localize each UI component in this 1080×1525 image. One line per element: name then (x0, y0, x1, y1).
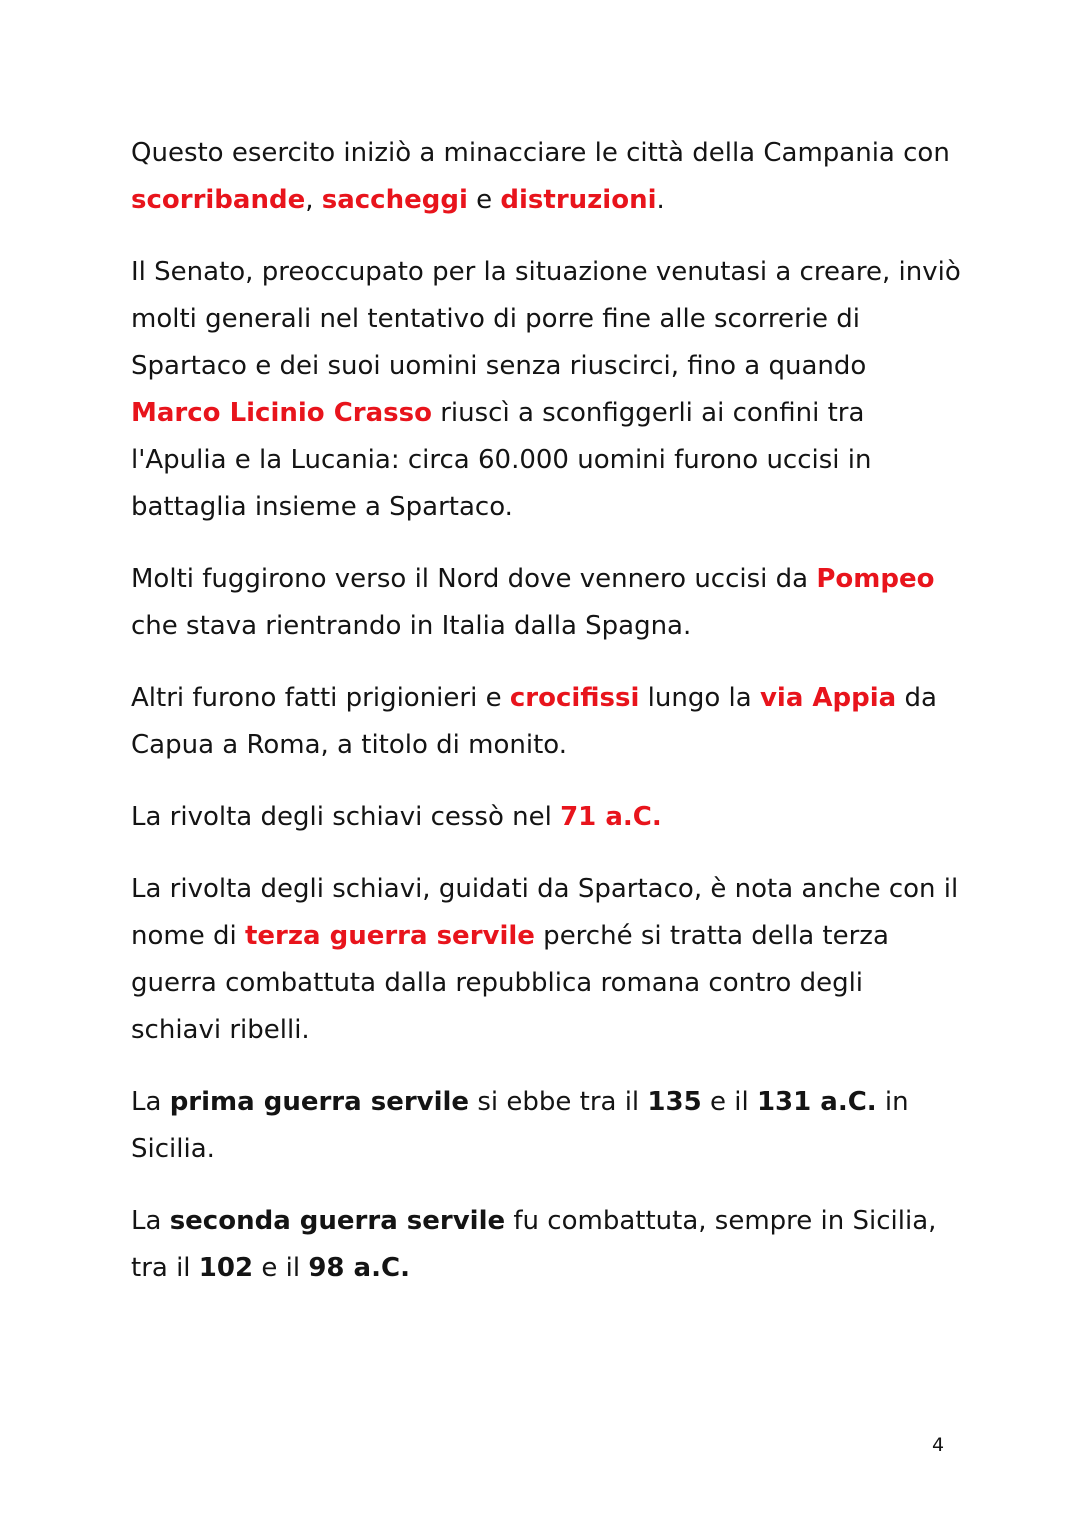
keyword-scorribande: scorribande (131, 185, 306, 215)
keyword-saccheggi: saccheggi (321, 185, 468, 215)
keyword-prima-guerra-servile: prima guerra servile (169, 1087, 470, 1117)
text-segment: da Capua a Roma, a titolo di monito. (131, 683, 937, 760)
keyword-98-ac: 98 a.C. (308, 1253, 410, 1283)
text-segment: e (467, 185, 501, 215)
text-segment: in Sicilia. (131, 1087, 909, 1164)
paragraph-campania-raids (131, 130, 961, 224)
text-segment: che stava rientrando in Italia dalla Spagna. (131, 611, 692, 641)
text-segment: lungo la (639, 683, 760, 713)
text-segment: La (131, 1206, 170, 1236)
paragraph-second-servile-war (131, 1198, 961, 1292)
keyword-71-ac: 71 a.C. (560, 802, 662, 832)
paragraph-first-servile-war (131, 1079, 961, 1173)
keyword-terza-guerra-servile: terza guerra servile (244, 921, 535, 951)
text-segment: Il Senato, preoccupato per la situazione venutasi a creare, inviò molti generali nel tentativo di porre fine alle scorrerie di Spartaco e dei suoi uomini senza riuscirci, fino a quando (131, 257, 961, 381)
text-segment: Questo esercito iniziò a minacciare le città della Campania con (131, 138, 950, 168)
text-segment: . (656, 185, 665, 215)
keyword-seconda-guerra-servile: seconda guerra servile (169, 1206, 506, 1236)
keyword-marco-licinio-crasso: Marco Licinio Crasso (131, 398, 432, 428)
text-segment: si ebbe tra il (469, 1087, 648, 1117)
text-segment: e il (253, 1253, 309, 1283)
text-segment: La (131, 1087, 170, 1117)
text-segment: La rivolta degli schiavi, guidati da Spartaco, è nota anche con il nome di (131, 874, 959, 951)
keyword-via-appia: via Appia (759, 683, 897, 713)
text-segment: Molti fuggirono verso il Nord dove vennero uccisi da (131, 564, 817, 594)
keyword-distruzioni: distruzioni (500, 185, 657, 215)
text-segment: e il (701, 1087, 757, 1117)
text-segment: fu combattuta, sempre in Sicilia, tra il (131, 1206, 937, 1283)
paragraph-senate-crassus (131, 249, 961, 531)
keyword-pompeo: Pompeo (816, 564, 935, 594)
keyword-135: 135 (647, 1087, 702, 1117)
text-segment: , (305, 185, 322, 215)
document-body (131, 130, 961, 1317)
text-segment: perché si tratta della terza guerra combattuta dalla repubblica romana contro degli schiavi ribelli. (131, 921, 889, 1045)
text-segment: Altri furono fatti prigionieri e (131, 683, 510, 713)
keyword-crocifissi: crocifissi (509, 683, 640, 713)
paragraph-pompeo (131, 556, 961, 650)
page-number: 4 (932, 1434, 945, 1456)
text-segment: riuscì a sconfiggerli ai confini tra l'Apulia e la Lucania: circa 60.000 uomini furono uccisi in battaglia insieme a Spartaco. (131, 398, 872, 522)
keyword-102: 102 (198, 1253, 254, 1283)
paragraph-crucifixions (131, 675, 961, 769)
text-segment: La rivolta degli schiavi cessò nel (131, 802, 561, 832)
paragraph-revolt-end (131, 794, 961, 841)
paragraph-third-servile-war (131, 866, 961, 1054)
keyword-131-ac: 131 a.C. (756, 1087, 877, 1117)
